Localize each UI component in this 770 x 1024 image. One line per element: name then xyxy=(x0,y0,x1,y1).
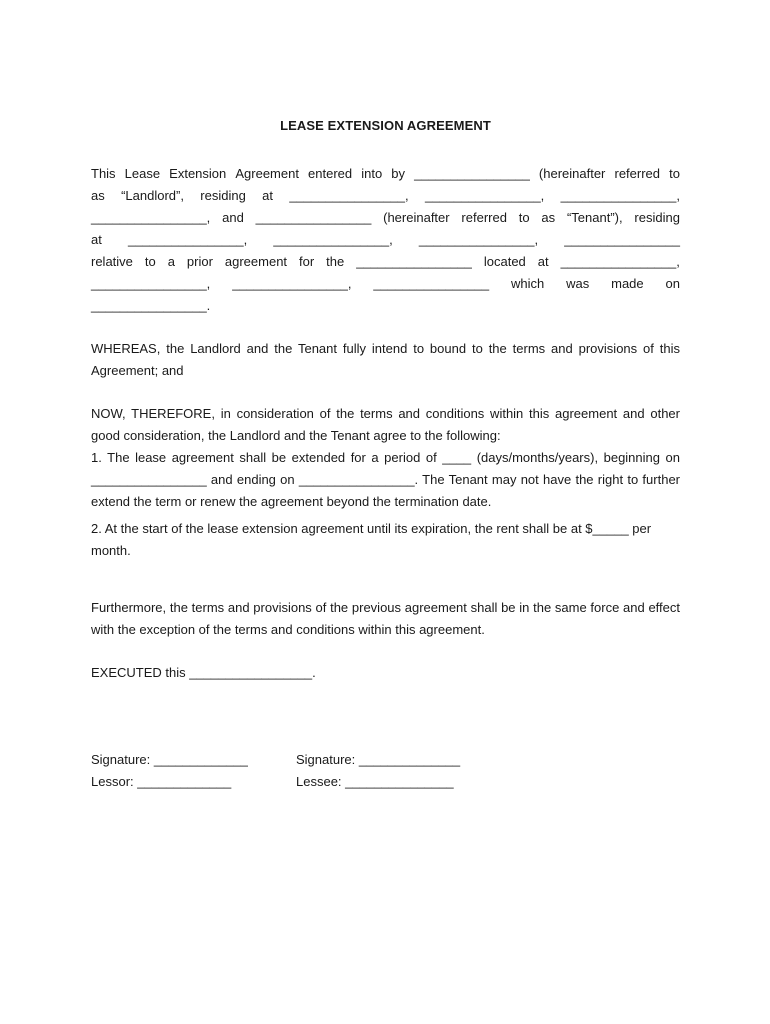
now-therefore-section xyxy=(91,403,680,513)
intro-word: (hereinafter xyxy=(538,166,606,181)
intro-word: into xyxy=(361,166,383,181)
intro-line xyxy=(91,207,680,229)
intro-word: to xyxy=(669,166,680,181)
intro-word: prior xyxy=(186,254,213,269)
intro-word: “Tenant”), xyxy=(566,210,623,225)
intro-word: and xyxy=(222,210,244,225)
clause-2: 2. At the start of the lease extension agreement until its expiration, the rent shall be at $_____ per month. xyxy=(91,521,652,558)
intro-word: ________________, xyxy=(425,188,545,203)
furthermore-paragraph: Furthermore, the terms and provisions of the previous agreement shall be in the same force and effect with the exception of the terms and conditions within this agreement. xyxy=(91,600,680,637)
intro-line xyxy=(91,295,680,317)
intro-word: a xyxy=(167,254,175,269)
intro-word: ________________ xyxy=(373,276,490,291)
intro-word: This xyxy=(91,166,116,181)
intro-word: by xyxy=(391,166,406,181)
intro-word: Lease xyxy=(124,166,161,181)
intro-line xyxy=(91,229,680,251)
intro-line xyxy=(91,163,680,185)
clause-1: 1. The lease agreement shall be extended for a period of ____ (days/months/years), beginning on ________________ and ending on ________________. The Tenant may not have the right to further extend the term or renew the agreement beyond the termination date. xyxy=(91,450,680,509)
intro-word: at xyxy=(537,254,549,269)
intro-word: to xyxy=(518,210,530,225)
intro-word: entered xyxy=(308,166,353,181)
intro-word: ________________. xyxy=(91,298,211,313)
intro-word: referred xyxy=(614,166,661,181)
intro-word: residing xyxy=(634,210,680,225)
intro-word: ________________, xyxy=(418,232,539,247)
executed-line: EXECUTED this _________________. xyxy=(91,665,316,680)
intro-word: for xyxy=(299,254,315,269)
signature-row xyxy=(91,749,461,771)
intro-word: ________________, xyxy=(560,254,680,269)
intro-word: relative xyxy=(91,254,133,269)
intro-word: as xyxy=(541,210,556,225)
intro-word: which xyxy=(510,276,545,291)
intro-line xyxy=(91,185,680,207)
lessee-name-line: Lessee: _______________ xyxy=(296,774,454,789)
intro-word: to xyxy=(144,254,156,269)
intro-word: agreement xyxy=(224,254,288,269)
intro-word: residing xyxy=(200,188,246,203)
intro-word: ________________, xyxy=(232,276,352,291)
intro-word: ________________, xyxy=(91,276,211,291)
lessor-signature-line: Signature: _____________ xyxy=(91,752,248,767)
now-therefore-paragraph: NOW, THEREFORE, in consideration of the terms and conditions within this agreement and other good consideration, the Landlord and the Tenant agree to the following: xyxy=(91,406,680,443)
intro-line xyxy=(91,251,680,273)
intro-word: as xyxy=(91,188,105,203)
lessee-signature-line: Signature: ______________ xyxy=(296,752,461,767)
intro-word: Extension xyxy=(169,166,227,181)
document-title: LEASE EXTENSION AGREEMENT xyxy=(280,118,491,133)
lessor-name-line: Lessor: _____________ xyxy=(91,774,232,789)
intro-word: ________________, xyxy=(289,188,409,203)
intro-word: at xyxy=(262,188,274,203)
intro-word: was xyxy=(566,276,590,291)
intro-word: on xyxy=(665,276,680,291)
document-page xyxy=(91,0,680,1024)
intro-word: ________________ xyxy=(255,210,372,225)
intro-word: ________________ xyxy=(414,166,530,181)
intro-paragraph xyxy=(91,163,680,317)
intro-word: ________________, xyxy=(91,210,211,225)
intro-word: the xyxy=(326,254,345,269)
intro-word: ________________ xyxy=(564,232,680,247)
intro-word: ________________ xyxy=(356,254,472,269)
intro-word: “Landlord”, xyxy=(121,188,184,203)
intro-word: ________________, xyxy=(127,232,248,247)
intro-word: made xyxy=(611,276,644,291)
intro-word: referred xyxy=(461,210,507,225)
intro-word: Agreement xyxy=(235,166,299,181)
name-row xyxy=(91,771,454,793)
intro-word: ________________, xyxy=(273,232,393,247)
intro-word: at xyxy=(91,232,102,247)
intro-word: ________________, xyxy=(560,188,680,203)
intro-line xyxy=(91,273,680,295)
intro-word: (hereinafter xyxy=(383,210,450,225)
whereas-paragraph: WHEREAS, the Landlord and the Tenant fully intend to bound to the terms and provisions of this Agreement; and xyxy=(91,341,680,378)
intro-word: located xyxy=(483,254,526,269)
